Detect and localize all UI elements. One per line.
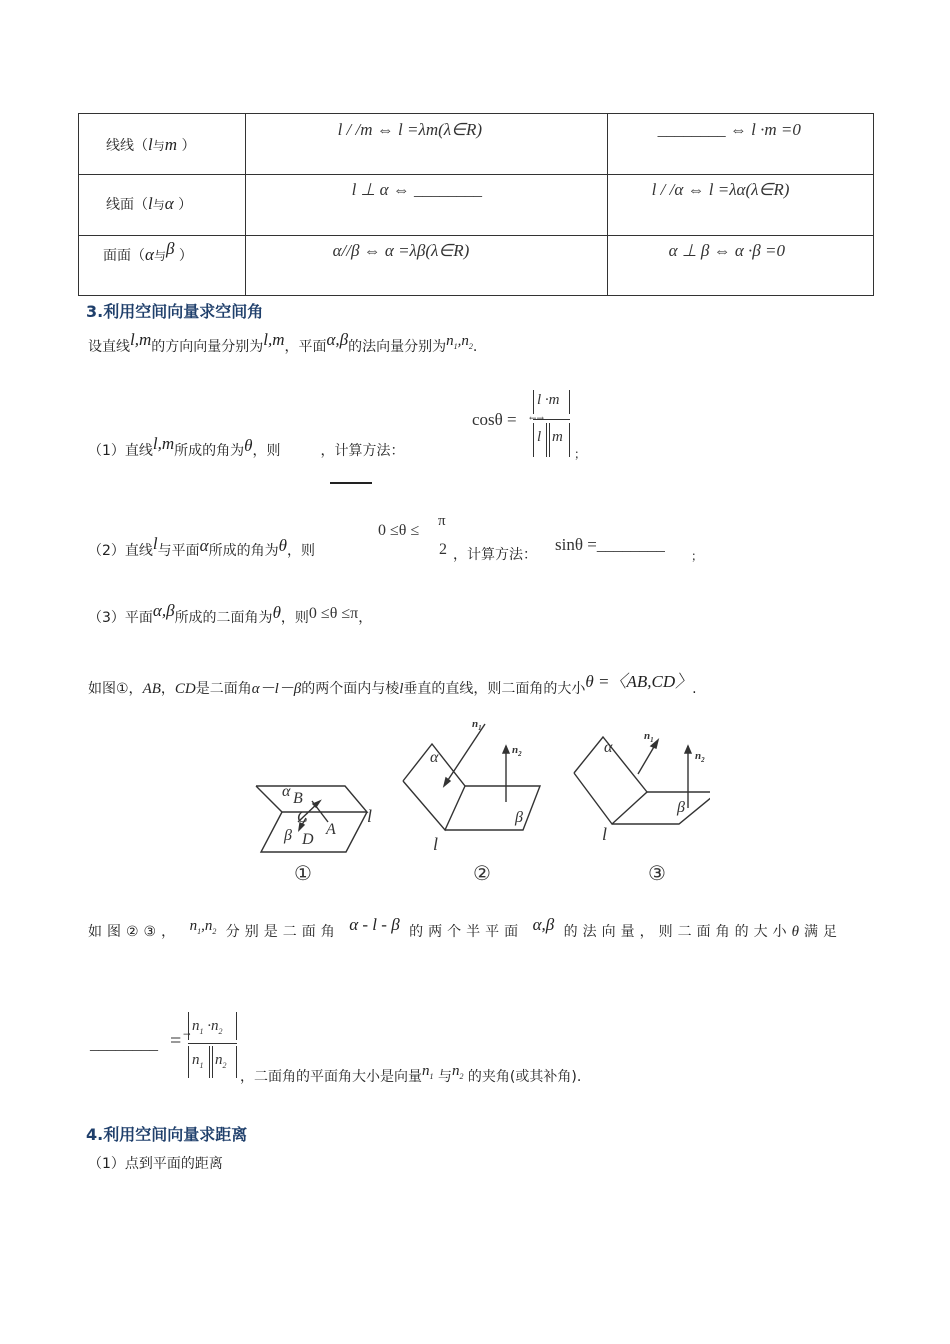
figure2-label-n1: $n_1$ <box>472 718 482 732</box>
figure2-arrow-head <box>503 746 509 753</box>
figure2-label-alpha: α <box>430 749 439 766</box>
table-row <box>79 236 874 296</box>
figure1-upper-plane <box>256 786 367 812</box>
perp-formula: ________ ⇔ l ·m =0 <box>657 120 801 139</box>
section4-item1: （1）点到平面的距离 <box>88 1156 223 1172</box>
formula-den-n1: $n_1$ <box>192 1052 204 1070</box>
normal-vectors-text: 如图②③， $n_1,n_2$ 分别是二面角 α - l - β 的两个半平面 α,β 的法向量，则二面角的大小θ满足 <box>88 915 843 940</box>
table-cell-label <box>79 236 246 296</box>
abs-bar <box>236 1046 237 1078</box>
figure1-lower-plane <box>261 812 367 852</box>
formula-eq: = <box>170 1030 182 1052</box>
abs-bar <box>546 423 547 457</box>
item2-two: 2 <box>439 541 447 558</box>
table-cell-perp <box>607 236 873 296</box>
abs-bar <box>533 390 534 414</box>
table-cell-label <box>79 114 246 175</box>
answer-blank: ________ <box>657 120 726 139</box>
figure2-label-n2: $n_2$ <box>512 744 522 758</box>
table-cell-parallel <box>245 236 607 296</box>
section4-title: 4.利用空间向量求距离 <box>86 1125 248 1144</box>
item2-sin: sinθ =________ <box>555 535 665 554</box>
figure1-label-alpha: α <box>282 783 291 800</box>
formula-den-n2: $n_2$ <box>215 1052 227 1070</box>
answer-blank: ________ <box>596 535 665 554</box>
table-cell-perp <box>607 114 873 175</box>
abs-bar <box>569 423 570 457</box>
formula-blank: ________ <box>90 1034 158 1053</box>
plane-parallel-formula: α//β ⇔ α =λβ(λ∈R) <box>332 241 470 260</box>
item3-text: （3）平面α,β所成的二面角为θ，则0 ≤θ ≤π， <box>88 601 373 626</box>
table-cell-label <box>79 175 246 236</box>
item2-method: ，计算方法： <box>453 547 537 563</box>
row-label: 线线（l与m ） <box>106 135 196 154</box>
item1-text: （1）直线l,m所成的角为θ，则 ，计算方法： <box>88 434 405 459</box>
item2-pi: π <box>438 513 446 529</box>
figure2-label-beta: β <box>515 809 523 826</box>
figure1-label-C: C <box>297 809 308 826</box>
figure1-label-A: A <box>326 821 336 838</box>
figure2-label-l: l <box>433 834 439 854</box>
item2-text: （2）直线l与平面α所成的角为θ，则 <box>88 534 315 559</box>
relation-table <box>78 113 874 296</box>
fraction-bar <box>188 1043 237 1044</box>
item1-end: ； <box>574 447 587 461</box>
table-cell-parallel <box>245 175 607 236</box>
perp-line-plane-formula: l ⊥ α ⇔ ________ <box>351 180 483 199</box>
abs-bar <box>209 1046 210 1078</box>
abs-bar <box>188 1046 189 1078</box>
item2-range: 0 ≤θ ≤ <box>378 522 420 539</box>
arrow-mark: → <box>183 1030 191 1040</box>
table-row <box>79 175 874 236</box>
item2-end: ； <box>691 549 704 563</box>
abs-bar <box>236 1012 237 1040</box>
item1-den-m: m <box>552 429 563 445</box>
table-cell-parallel <box>245 114 607 175</box>
abs-bar <box>533 423 534 457</box>
answer-blank: ________ <box>414 180 483 199</box>
abs-bar <box>549 423 550 457</box>
item1-den-l: l <box>537 429 542 445</box>
item1-cos-label: cosθ = <box>472 410 517 429</box>
section3-title: 3.利用空间向量求空间角 <box>86 302 264 321</box>
figure1-label-B: B <box>293 790 303 807</box>
figure3-caption: ③ <box>648 861 666 885</box>
parallel-formula: l / /m ⇔ l =λm(λ∈R) <box>337 120 482 139</box>
formula-tail: ，二面角的平面角大小是向量$n_1$ 与$n_2$ 的夹角(或其补角). <box>240 1063 582 1085</box>
abs-bar <box>188 1012 189 1040</box>
figure2-plane-beta <box>445 786 540 830</box>
figure3-label-n1: $n_1$ <box>644 730 654 744</box>
figure1-label-D: D <box>302 831 314 848</box>
figure1-label-beta: β <box>284 827 292 844</box>
item1-blank <box>330 482 372 484</box>
section3-intro: 设直线l,m的方向向量分别为l,m，平面α,β的法向量分别为$n_1,n_2$. <box>88 330 478 355</box>
dihedral-figures <box>240 712 710 887</box>
arrow-mark: ←→ <box>529 414 545 424</box>
formula-numerator: $n_1 \cdot n_2$ <box>192 1018 223 1036</box>
row-label: 线面（l与α ） <box>106 194 193 213</box>
abs-bar <box>569 390 570 414</box>
table-row <box>79 114 874 175</box>
figure2-caption: ② <box>473 861 491 885</box>
figure3-label-n2: $n_2$ <box>695 750 705 764</box>
plane-perp-formula: α ⊥ β ⇔ α ·β =0 <box>668 241 785 260</box>
figure3-label-l: l <box>602 824 608 844</box>
figure-text: 如图①，AB，CD是二面角α－l－β的两个面内与棱l垂直的直线，则二面角的大小θ =〈AB,CD〉. <box>88 672 697 697</box>
abs-bar <box>212 1046 213 1078</box>
parallel-line-plane-formula: l / /α ⇔ l =λα(λ∈R) <box>651 180 790 199</box>
figure1-upper-edge <box>256 786 327 812</box>
table-cell-perp <box>607 175 873 236</box>
figure3-label-beta: β <box>677 799 685 816</box>
item1-numerator: l ·m <box>537 392 560 408</box>
figure3-label-alpha: α <box>604 739 613 756</box>
row-label: 面面（α与β ） <box>103 239 193 264</box>
figure1-label-l: l <box>367 806 373 826</box>
figure1-caption: ① <box>294 861 312 885</box>
figure2-normal-n1 <box>444 724 485 786</box>
figure3-plane-beta <box>612 792 710 824</box>
figure3-arrow-head <box>685 746 691 753</box>
